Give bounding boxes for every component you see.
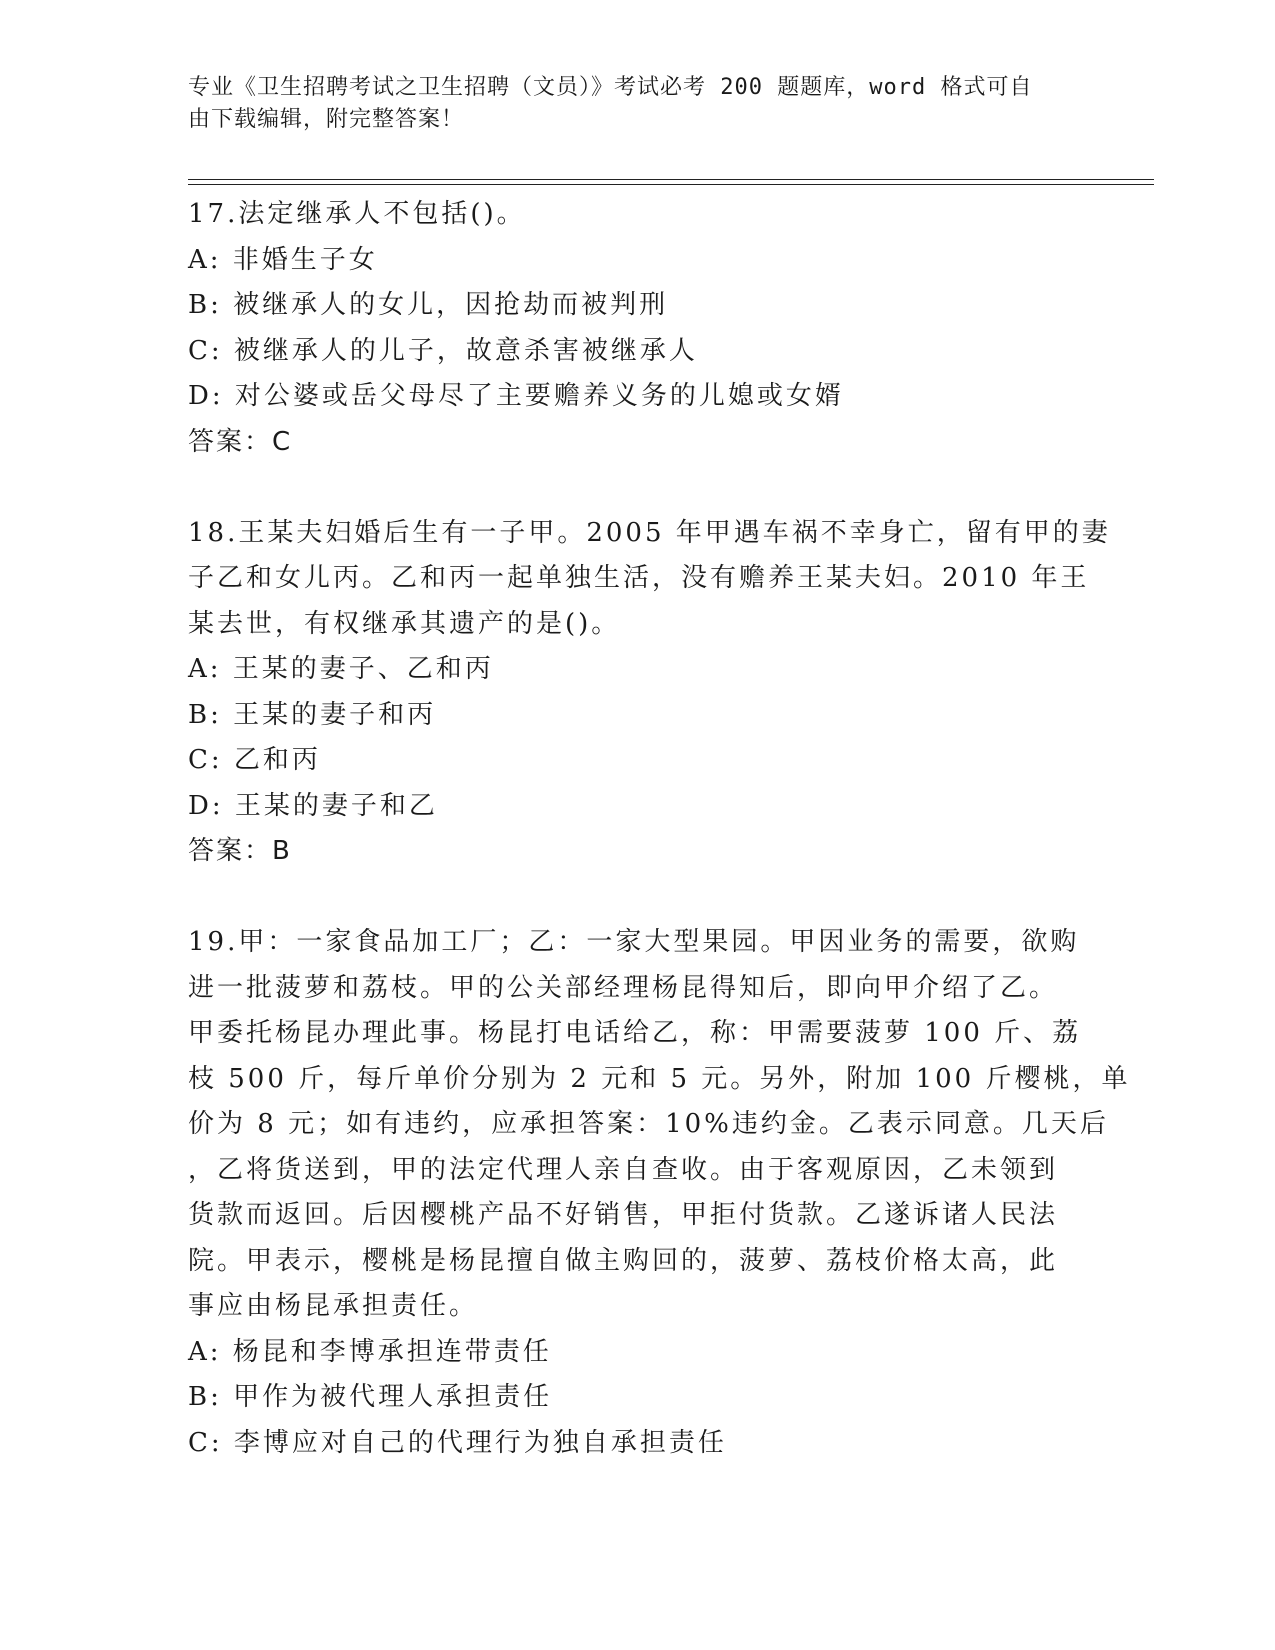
option-a: A: 非婚生子女 xyxy=(188,244,378,275)
question-stem: 货款而返回。后因樱桃产品不好销售，甲拒付货款。乙遂诉诸人民法 xyxy=(188,1200,1059,1230)
question-stem: 甲委托杨昆办理此事。杨昆打电话给乙，称：甲需要菠萝 100 斤、荔 xyxy=(188,1018,1082,1048)
option-c: C: 李博应对自己的代理行为独自承担责任 xyxy=(188,1427,727,1458)
spacer xyxy=(188,875,1108,921)
header-divider-bottom xyxy=(188,184,1154,185)
option-c: C: 被继承人的儿子，故意杀害被继承人 xyxy=(188,335,698,366)
question-stem: 17.法定继承人不包括()。 xyxy=(188,199,526,229)
option-b: B: 被继承人的女儿，因抢劫而被判刑 xyxy=(188,290,669,320)
question-stem: 子乙和女儿丙。乙和丙一起单独生活，没有赡养王某夫妇。2010 年王 xyxy=(188,563,1090,593)
option-b: B: 王某的妻子和丙 xyxy=(188,699,437,730)
question-17 xyxy=(188,192,1108,465)
document-header xyxy=(188,72,1088,136)
question-stem: 价为 8 元；如有违约，应承担答案：10%违约金。乙表示同意。几天后 xyxy=(188,1109,1109,1139)
option-d: D: 对公婆或岳父母尽了主要赡养义务的儿媳或女婿 xyxy=(188,381,844,411)
header-line-2: 由下载编辑，附完整答案！ xyxy=(188,107,465,132)
answer-line: 答案：B xyxy=(188,836,292,866)
option-b: B: 甲作为被代理人承担责任 xyxy=(188,1382,553,1412)
option-a: A: 杨昆和李博承担连带责任 xyxy=(188,1336,552,1367)
question-stem: 事应由杨昆承担责任。 xyxy=(188,1291,479,1321)
header-divider-top xyxy=(188,179,1154,180)
question-19 xyxy=(188,920,1131,1466)
spacer xyxy=(188,465,1108,511)
question-18 xyxy=(188,511,1111,875)
answer-line: 答案：C xyxy=(188,426,293,457)
question-stem: 19.甲：一家食品加工厂；乙：一家大型果园。甲因业务的需要，欲购 xyxy=(188,927,1080,957)
question-stem: ，乙将货送到，甲的法定代理人亲自查收。由于客观原因，乙未领到 xyxy=(188,1154,1059,1185)
option-c: C: 乙和丙 xyxy=(188,745,321,775)
question-stem: 18.王某夫妇婚后生有一子甲。2005 年甲遇车祸不幸身亡，留有甲的妻 xyxy=(188,517,1111,548)
question-stem: 院。甲表示，樱桃是杨昆擅自做主购回的，菠萝、荔枝价格太高，此 xyxy=(188,1245,1059,1276)
option-a: A: 王某的妻子、乙和丙 xyxy=(188,654,494,684)
question-stem: 进一批菠萝和荔枝。甲的公关部经理杨昆得知后，即向甲介绍了乙。 xyxy=(188,972,1059,1003)
question-list xyxy=(188,192,1131,1466)
header-line-1: 专业《卫生招聘考试之卫生招聘（文员）》考试必考 200 题题库，word 格式可自 xyxy=(188,75,1033,100)
question-stem: 枝 500 斤，每斤单价分别为 2 元和 5 元。另外，附加 100 斤樱桃，单 xyxy=(188,1063,1131,1094)
option-d: D: 王某的妻子和乙 xyxy=(188,790,438,821)
question-stem: 某去世，有权继承其遗产的是()。 xyxy=(188,608,621,639)
